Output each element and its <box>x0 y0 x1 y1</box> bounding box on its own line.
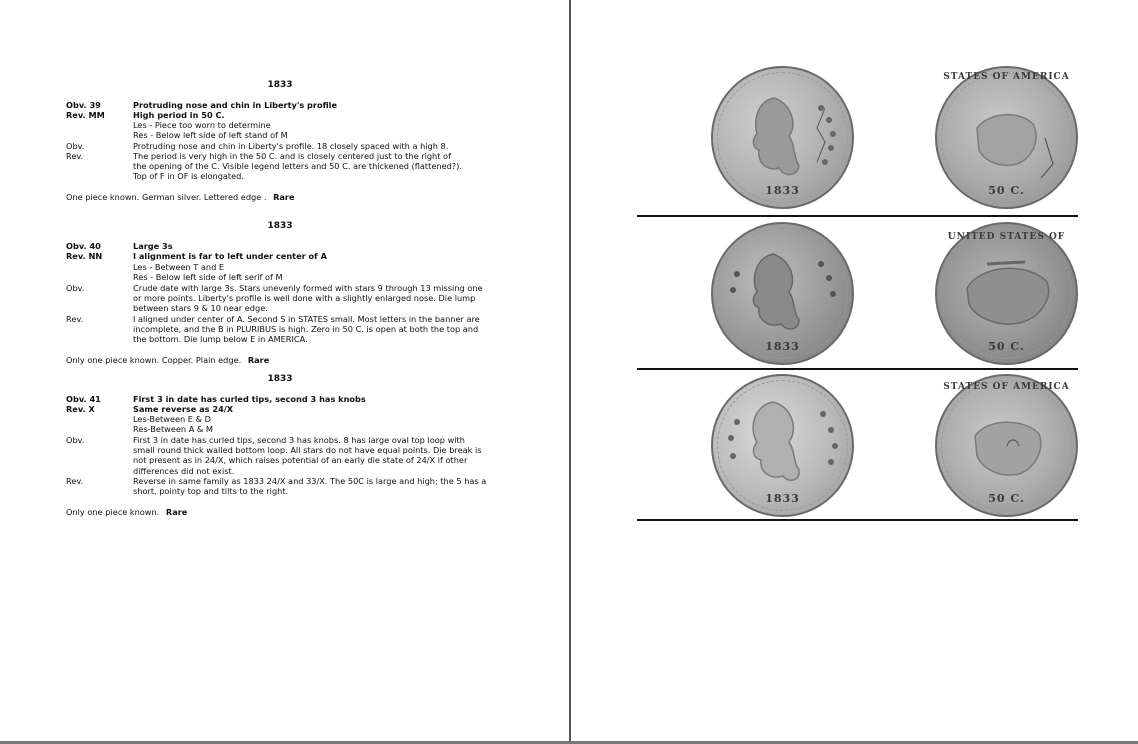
row-divider <box>637 519 1078 521</box>
obverse-title: Large 3s <box>133 241 173 251</box>
entry-note <box>66 192 295 202</box>
les-text: Les - Piece too worn to determine <box>133 120 271 130</box>
reverse-title: I alignment is far to left under center of A <box>133 251 327 261</box>
obverse-description: Protruding nose and chin in Liberty's profile. 18 closely spaced with a high 8. <box>133 141 449 151</box>
reverse-label: Rev. <box>66 314 84 324</box>
obverse-title: First 3 in date has curled tips, second 3 has knobs <box>133 394 366 404</box>
reverse-description: Reverse in same family as 1833 24/X and 33/X. The 50C is large and high; the 5 has a short, pointy top and tilts to the right. <box>133 476 487 497</box>
obverse-coin-photo <box>711 374 854 517</box>
obverse-key: Obv. 39 <box>66 100 101 110</box>
obverse-coin-photo <box>711 222 854 365</box>
reverse-key: Rev. X <box>66 404 95 414</box>
row-divider <box>637 368 1078 370</box>
obverse-key: Obv. 40 <box>66 241 101 251</box>
obverse-description: First 3 in date has curled tips, second 3 has knobs. 8 has large oval top loop with small round thick walled bottom loop. All stars do not have equal points. Die break is not present as in 24/X, which raises potential of an early die state of 24/X if other differences did not exist. <box>133 435 482 476</box>
reverse-coin-photo <box>935 222 1078 365</box>
reverse-label: Rev. <box>66 476 84 486</box>
obverse-coin-photo <box>711 66 854 209</box>
res-text: Res - Below left side of left stand of M <box>133 130 288 140</box>
reverse-key: Rev. MM <box>66 110 105 120</box>
obverse-description: Crude date with large 3s. Stars unevenly formed with stars 9 through 13 missing one or more points. Liberty's profile is well done with a slightly enlarged nose. Die lump between stars 9 & 10 near edge. <box>133 283 483 314</box>
rarity-label: Rare <box>273 192 295 202</box>
coin-denomination: 50 C. <box>988 184 1025 197</box>
rarity-label: Rare <box>165 507 188 517</box>
res-text: Res-Between A & M <box>133 424 213 434</box>
coin-denomination: 50 C. <box>988 492 1025 505</box>
note-text: Only one piece known. <box>66 507 160 517</box>
entry-year: 1833 <box>267 80 293 90</box>
les-text: Les-Between E & D <box>133 414 211 424</box>
rarity-label: Rare <box>247 355 270 365</box>
reverse-description: I aligned under center of A. Second S in STATES small. Most letters in the banner are incomplete, and the B in PLURIBUS is high. Zero in 50 C. is open at both the top and the bottom. Die lump below E in AMERICA. <box>133 314 480 345</box>
obverse-title: Protruding nose and chin in Liberty's profile <box>133 100 338 110</box>
entry-note <box>66 355 269 365</box>
row-divider <box>637 215 1078 217</box>
reverse-title: Same reverse as 24/X <box>133 404 234 414</box>
coin-date: 1833 <box>765 184 800 197</box>
coin-date: 1833 <box>765 492 800 505</box>
entry-note <box>66 507 187 517</box>
entry-year: 1833 <box>267 221 293 231</box>
reverse-title: High period in 50 C. <box>133 110 225 120</box>
reverse-coin-photo <box>935 374 1078 517</box>
coin-date: 1833 <box>765 340 800 353</box>
les-text: Les - Between T and E <box>133 262 225 272</box>
reverse-description: The period is very high in the 50 C. and is closely centered just to the right of the opening of the C. Visible legend letters and 50 C. are thickened (flattened?). Top of F in OF is elongated. <box>133 151 462 182</box>
note-text: Only one piece known. Copper. Plain edge. <box>66 355 242 365</box>
obverse-label: Obv. <box>66 435 85 445</box>
res-text: Res - Below left side of left serif of M <box>133 272 283 282</box>
coin-legend: UNITED STATES OF <box>947 232 1066 242</box>
obverse-label: Obv. <box>66 283 85 293</box>
obverse-key: Obv. 41 <box>66 394 101 404</box>
reverse-key: Rev. NN <box>66 251 103 261</box>
entry-year: 1833 <box>267 374 293 384</box>
coin-legend: STATES OF AMERICA <box>943 382 1070 392</box>
left-page <box>0 0 569 741</box>
reverse-label: Rev. <box>66 151 84 161</box>
coin-legend: STATES OF AMERICA <box>943 72 1070 82</box>
obverse-label: Obv. <box>66 141 85 151</box>
note-text: One piece known. German silver. Lettered edge . <box>66 192 267 202</box>
reverse-coin-photo <box>935 66 1078 209</box>
coin-denomination: 50 C. <box>988 340 1025 353</box>
